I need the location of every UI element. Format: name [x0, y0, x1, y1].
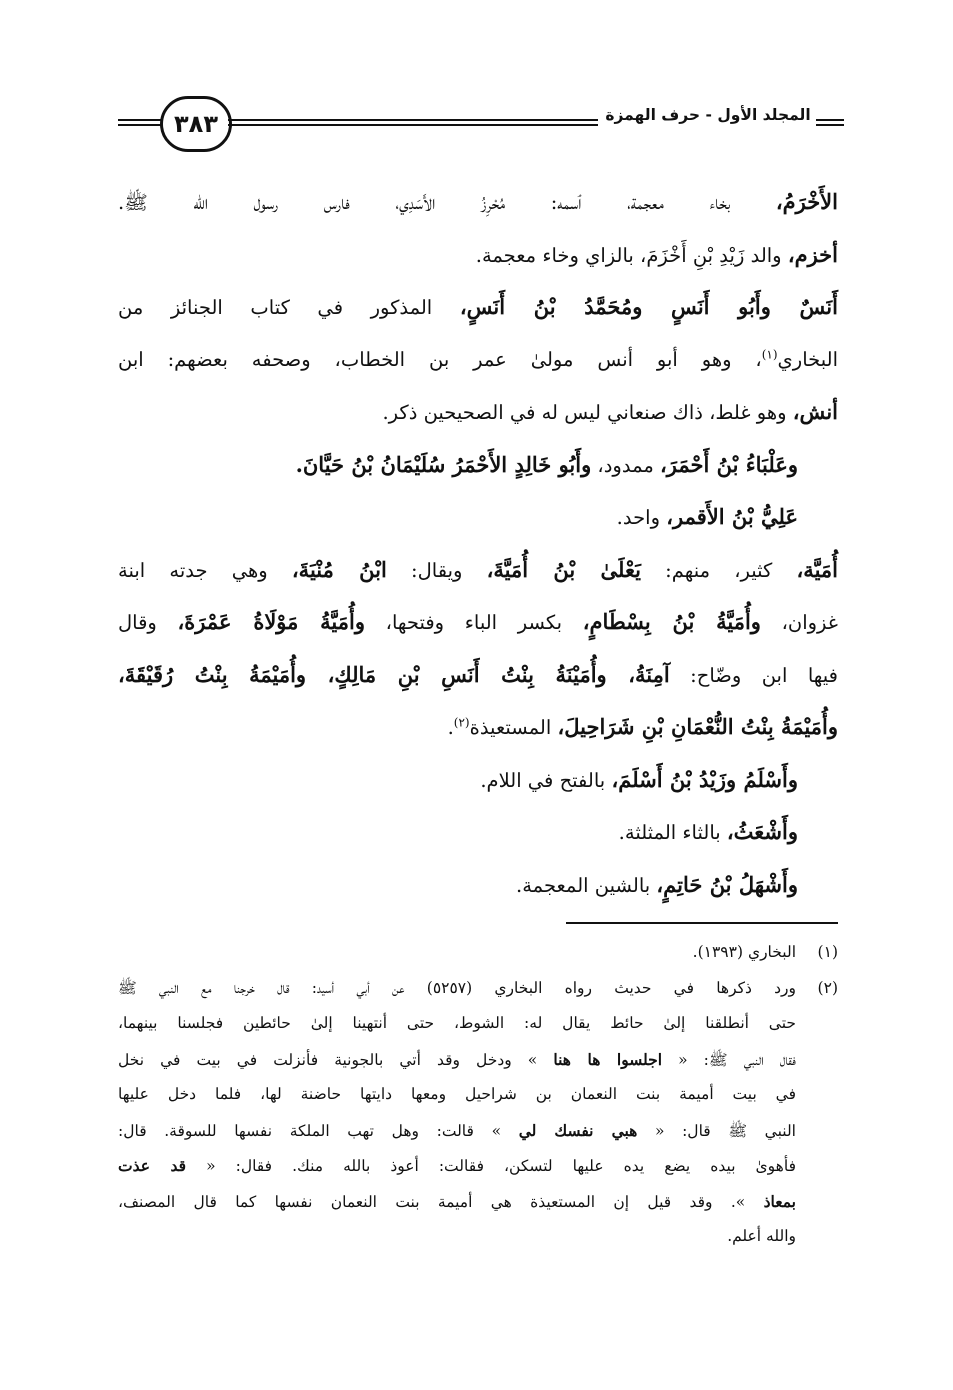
footnote-text: والله أعلم. — [727, 1227, 796, 1245]
entry-text: المذكور في كتاب الجنائز من — [118, 296, 460, 319]
entry-term: أُمَيَّة، — [796, 556, 838, 582]
page-header — [118, 92, 838, 164]
running-head: المجلد الأول - حرف الهمزة — [605, 106, 811, 124]
entry-text: ممدود، — [591, 453, 660, 477]
entry-text: بالشين المعجمة. — [516, 873, 657, 897]
hadith-quote: بمعاذ — [763, 1191, 796, 1211]
text-line-12 — [118, 754, 838, 807]
entry-term: الأَخْرَمُ، — [775, 189, 838, 214]
entry-term: أخزم، — [787, 241, 838, 267]
entry-text: غزوان، — [760, 611, 838, 634]
hadith-quote: هبي نفسك لي — [518, 1120, 638, 1140]
footnote-text: فأهوىٰ بيده يضع يده عليها لتسكن، فقالت: أعوذ بالله منك. فقال: « — [186, 1157, 796, 1175]
footnote-text: حتى أنطلقنا إلىٰ حائط يقال له: الشوط، حتى أنتهينا إلىٰ حائطين فجلسنا بينهما، — [118, 1014, 796, 1032]
footnote-text: البخاري (١٣٩٣). — [692, 943, 796, 961]
entry-term: أنش، — [792, 399, 838, 424]
footnote-number: (١) — [817, 943, 838, 961]
footnote-ref-1[interactable]: (١) — [761, 347, 778, 361]
text-line-2 — [118, 229, 838, 282]
entry-term: وعَلْبَاءُ بْنُ أَحْمَرَ، — [659, 451, 798, 477]
entry-text: وقال — [118, 611, 178, 634]
entry-text: . — [447, 716, 454, 739]
text-line-8 — [118, 544, 838, 597]
header-rule-left — [118, 119, 162, 126]
footnote-text: » ودخل وقد أتي بالجونية فأنزلت في بيت في نخل — [118, 1050, 554, 1069]
footnote-2-line-3 — [118, 1042, 838, 1078]
text-line-6 — [118, 439, 838, 492]
footnote-number: (٢) — [817, 978, 838, 997]
page-number-badge: ٣٨٣ — [160, 96, 232, 152]
header-rule-right — [816, 119, 844, 126]
entry-text: بخاء معجمة، ٱسمه: مُحْرِزُ الأَسَدِي، فارس رسول الله ﷺ. — [118, 191, 776, 214]
footnote-2-line-2 — [118, 1006, 838, 1042]
text-line-13 — [118, 806, 838, 859]
entry-text: واحد. — [616, 506, 667, 529]
footnote-text: ورد ذكرها في حديث رواه البخاري (٥٢٥٧) عن أبي أسيد: قال خرجنا مع النبي ﷺ — [118, 978, 796, 997]
text-line-3 — [118, 281, 838, 334]
entry-text: وهو غلط، ذاك صنعاني ليس له في الصحيحين ذكر. — [382, 401, 793, 424]
footnote-text: في بيت أميمة بنت النعمان بن شراحيل ومعها دايتها حاضنة لها، فلما دخل عليها — [118, 1085, 796, 1103]
entry-text: بالثاء المثلثة. — [618, 821, 727, 844]
entry-term: يَعْلَىٰ بْنُ أُمَيَّةَ، — [486, 556, 641, 582]
entry-text: بكسر الباء وفتحها، — [365, 611, 583, 634]
text-line-14 — [118, 859, 838, 912]
main-text — [118, 176, 838, 911]
text-line-1 — [118, 176, 838, 229]
text-line-5 — [118, 386, 838, 439]
text-line-9 — [118, 596, 838, 649]
footnote-2-line-5 — [118, 1113, 838, 1149]
entry-term: وأُمَيْمَةُ بِنْتُ النُّعْمَانِ بْنِ شَرَاحِيلَ، — [557, 714, 838, 739]
entry-text: كثير، منهم: — [640, 558, 797, 582]
footnote-2-line-7 — [118, 1184, 838, 1220]
footnotes — [118, 935, 838, 1255]
entry-term: وأَشْهَلُ بْنُ حَاتِمٍ، — [656, 871, 798, 897]
entry-term: وأُمَيَّةُ مَوْلَاةُ عَمْرَةَ، — [177, 609, 365, 634]
footnote-1 — [118, 935, 838, 971]
entry-term: عَلِيُّ بْنُ الأَقمر، — [666, 504, 798, 529]
footnote-text: فقال النبي ﷺ: « — [662, 1050, 796, 1069]
entry-text: وهي جدته ابنة — [118, 558, 292, 582]
text-line-4 — [118, 334, 838, 387]
hadith-quote: قد عذت — [118, 1156, 187, 1175]
footnote-text: ». وقد قيل إن المستعيذة هي أميمة بنت النعمان نفسها كما قال المصنف، — [118, 1192, 764, 1211]
entry-term: وأُمَيَّةُ بْنُ بِسْطَامٍ، — [582, 609, 761, 634]
footnote-separator — [566, 922, 838, 924]
entry-term: وأَشْعَثُ، — [726, 819, 798, 844]
text-line-7 — [118, 491, 838, 544]
footnote-2-line-4 — [118, 1077, 838, 1113]
entry-text: بالفتح في اللام. — [480, 768, 612, 792]
text-line-10 — [118, 649, 838, 702]
hadith-quote: اجلسوا ها هنا — [553, 1049, 663, 1069]
header-rule-middle — [228, 119, 598, 126]
footnote-2-line-8 — [118, 1219, 838, 1255]
entry-text: ويقال: — [386, 558, 487, 582]
entry-text: ، وهو أبو أنس مولىٰ عمر بن الخطاب، وصحفه بعضهم: ابن — [118, 347, 762, 371]
entry-term: آمِنَةُ، وأُمَيْنَةُ بِنْتُ أَنَسِ بْنِ مَالِكٍ، وأُمَيْمَةُ بِنْتُ رُقَيْقَةَ، — [118, 661, 670, 687]
text-line-11 — [118, 701, 838, 754]
entry-term: أَنَسٌ وأَبُو أَنَسٍ ومُحَمَّدُ بْنُ أَنَسٍ، — [459, 294, 838, 319]
footnote-2-line-6 — [118, 1148, 838, 1184]
footnote-text: النبي ﷺ قال: « — [637, 1121, 796, 1140]
footnote-2-line-1 — [118, 971, 838, 1007]
entry-text: البخاري — [777, 347, 838, 371]
footnote-ref-2[interactable]: (٢) — [453, 715, 470, 730]
entry-term: ابْنُ مُنْيَةَ، — [291, 556, 387, 582]
entry-text: فيها ابن وضّاح: — [669, 663, 838, 687]
entry-text: والد زَيْدِ بْنِ أَخْزَمَ، بالزاي وخاء معجمة. — [475, 243, 788, 267]
entry-term: وأَسْلَمُ وزَيْدُ بْنُ أَسْلَمَ، — [611, 766, 798, 792]
footnote-text: » قالت: وهل تهب الملكة نفسها للسوقة. قال: — [118, 1121, 519, 1140]
entry-text: المستعيذة — [469, 716, 558, 739]
entry-term: وأَبُو خَالِدٍ الأَحْمَرُ سُلَيْمَانُ بْنُ حَيَّانَ. — [295, 451, 592, 477]
